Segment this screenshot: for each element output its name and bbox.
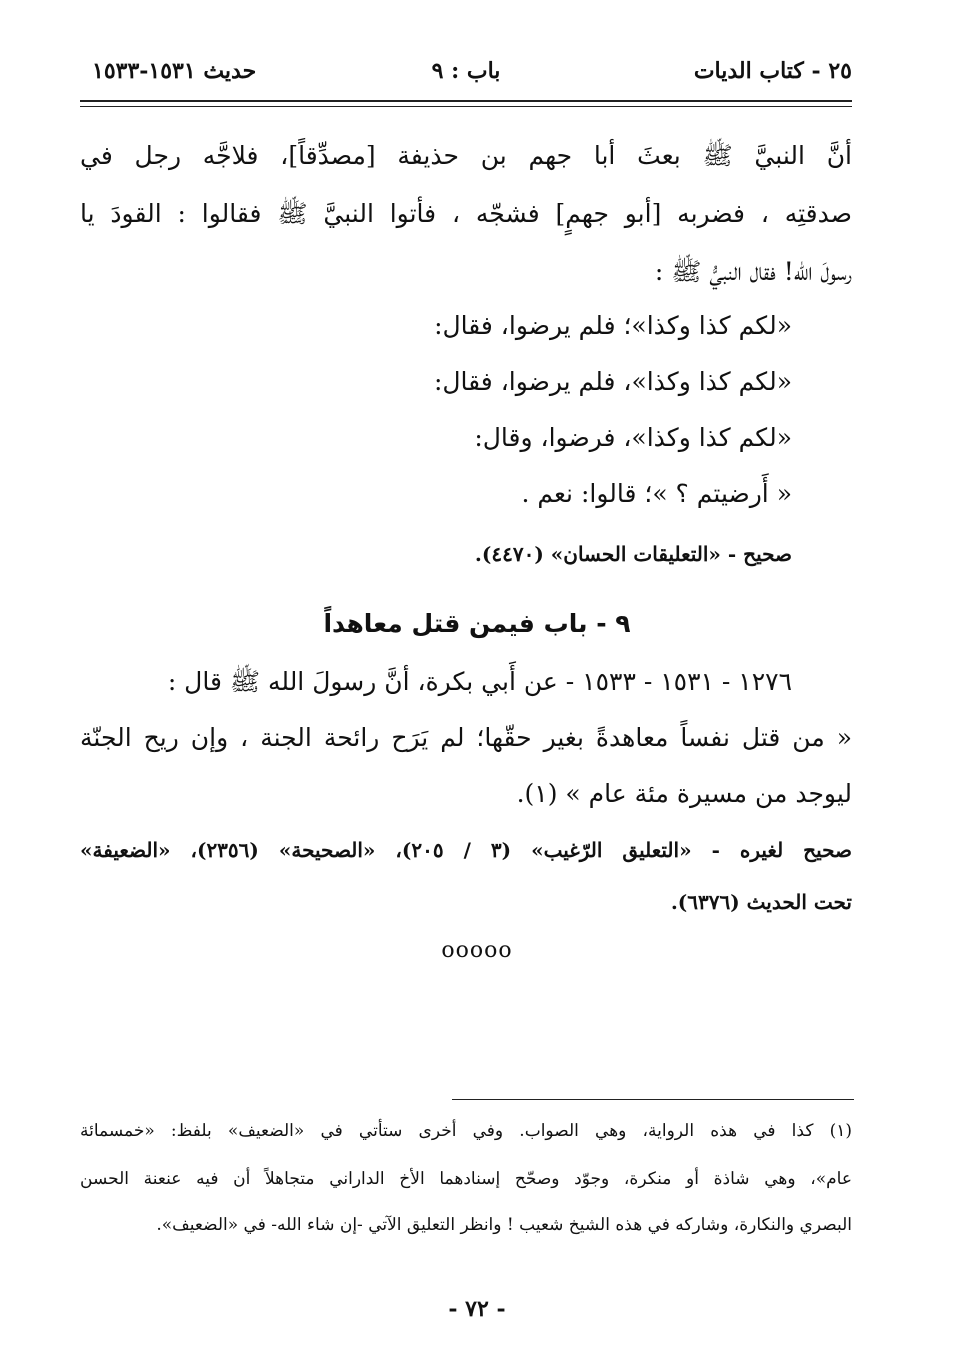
footnote-line-2: عام»، وهي شاذة أو منكرة، وجوّد وصحّح إسنادهما الأخ الداراني متجاهلاً أن فيه عنعنة الحسن [80, 1169, 852, 1189]
header-book-title: ٢٥ - كتاب الديات [693, 58, 852, 84]
hadith-text-line-2: ليوجد من مسيرة مئة عام » (١). [516, 779, 852, 808]
header-hadith-range: حديث ١٥٣١-١٥٣٣ [92, 58, 257, 84]
footnote-line-3: البصري والنكارة، وشاركه في هذه الشيخ شعيب ! وانظر التعليق الآتي -إن شاء الله- في «الضعيف». [156, 1215, 852, 1235]
section-separator: ooooo [441, 938, 513, 963]
para1-line-1: أنَّ النبيَّ ﷺ بعثَ أبا جهم بن حذيفة [مصدِّقاً]، فلاجَّه رجل في [80, 141, 852, 170]
page-number: - ٧٢ - [448, 1296, 506, 1322]
grade-line-3: تحت الحديث (٦٣٧٦). [670, 890, 852, 914]
header-rule-thick [80, 100, 852, 102]
running-header [80, 58, 852, 98]
header-chapter: باب : ٩ [431, 58, 501, 84]
dialogue-line-3: «لكم كذا وكذا»، فرضوا، وقال: [474, 423, 792, 452]
footnote-line-1: (١) كذا في هذه الرواية، وهي الصواب. وفي أخرى ستأتي في «الضعيف» بلفظ: «خمسمائة [80, 1121, 852, 1141]
header-rule-thin [80, 106, 852, 107]
hadith-intro: ١٢٧٦ - ١٥٣١ - ١٥٣٣ - عن أَبي بكرة، أنَّ رسولَ الله ﷺ قال : [167, 667, 792, 696]
hadith-text-line-1: « من قتل نفساً معاهدةً بغير حقّها؛ لم يَرَح رائحة الجنة ، وإن ريح الجنّة [80, 723, 852, 752]
grade-line-1: صحيح - «التعليقات الحسان» (٤٤٧٠). [474, 542, 792, 566]
footnote-rule [452, 1099, 854, 1100]
dialogue-line-1: «لكم كذا وكذا»؛ فلم يرضوا، فقال: [434, 311, 792, 340]
grade-line-2: صحيح لغيره - «التعليق الرّغيب» (٣ / ٢٠٥)، «الصحيحة» (٢٣٥٦)، «الضعيفة» [80, 838, 852, 862]
chapter-title: ٩ - باب فيمن قتل معاهداً [323, 609, 631, 638]
dialogue-line-2: «لكم كذا وكذا»، فلم يرضوا، فقال: [433, 367, 792, 396]
dialogue-line-4: « أَرضيتم ؟ »؛ قالوا: نعم . [521, 479, 792, 508]
para1-line-3: رسولَ الله! فقال النبيُّ ﷺ : [654, 257, 852, 286]
para1-line-2: صدقتِه ، فضربه [أبو جهمٍ] فشجّه ، فأتوا النبيَّ ﷺ فقالوا : القودَ يا [80, 199, 852, 228]
